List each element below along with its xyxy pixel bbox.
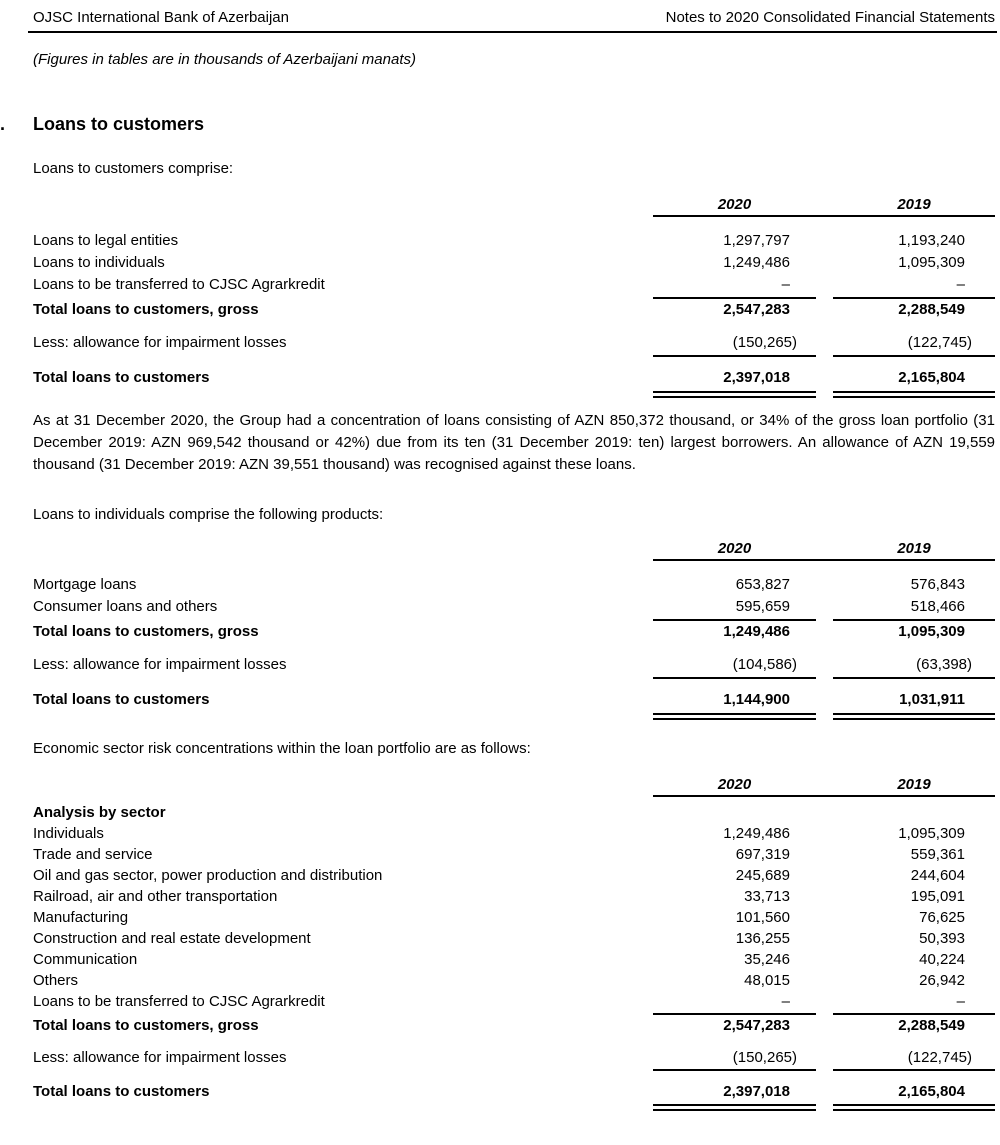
value-2020: –: [781, 276, 790, 293]
year-header-2019: 2019: [897, 776, 931, 793]
table-row: [33, 844, 995, 865]
value-2020: –: [781, 993, 790, 1010]
grand-total-rule: [33, 389, 995, 398]
value-2019: 559,361: [910, 846, 965, 863]
table1-intro: Loans to customers comprise:: [33, 160, 234, 177]
value-2020: 653,827: [735, 576, 790, 593]
table3-intro: Economic sector risk concentrations within the loan portfolio are as follows:: [33, 740, 531, 757]
row-label: Construction and real estate development: [33, 930, 311, 947]
row-label: Loans to be transferred to CJSC Agrarkredit: [33, 276, 325, 293]
value-2019: (122,745): [907, 334, 972, 351]
grand-total-rule: [33, 711, 995, 720]
table2-header-row: [33, 539, 995, 558]
value-2020: 2,397,018: [723, 369, 790, 386]
section-title: Loans to customers: [33, 114, 205, 134]
value-2020: 1,297,797: [723, 232, 790, 249]
value-2019: 76,625: [919, 909, 965, 926]
table-row-total-gross: [33, 299, 995, 321]
value-2019: 2,165,804: [898, 369, 965, 386]
row-label: Total loans to customers, gross: [33, 1017, 259, 1034]
page-header: [33, 0, 995, 27]
row-label: Analysis by sector: [33, 804, 166, 821]
table-row: [33, 970, 995, 991]
value-2019: 1,095,309: [898, 623, 965, 640]
value-2019: 576,843: [910, 576, 965, 593]
value-2020: 245,689: [735, 867, 790, 884]
table-row-total-gross: [33, 621, 995, 643]
row-label: Total loans to customers: [33, 369, 210, 386]
value-2019: (63,398): [916, 656, 972, 673]
table1-header-rule: [33, 214, 995, 217]
value-2019: 2,288,549: [898, 1017, 965, 1034]
header-divider: [28, 31, 997, 33]
document-title: Notes to 2020 Consolidated Financial Statements: [665, 9, 995, 26]
subtotal-rule: [33, 676, 995, 679]
value-2019: 244,604: [910, 867, 965, 884]
value-2020: 48,015: [744, 972, 790, 989]
value-2020: [653, 802, 816, 823]
row-label: Total loans to customers: [33, 1083, 210, 1100]
row-label: Trade and service: [33, 846, 153, 863]
table-row: [33, 907, 995, 928]
table-row-allowance: [33, 1047, 995, 1068]
row-label: Communication: [33, 951, 138, 968]
value-2019: [833, 802, 995, 823]
row-label: Loans to legal entities: [33, 232, 179, 249]
row-label: Others: [33, 972, 79, 989]
value-2019: 1,031,911: [899, 691, 965, 708]
value-2020: 1,249,486: [723, 623, 790, 640]
sector-analysis-table: [33, 775, 995, 1111]
table2-intro: Loans to individuals comprise the following products:: [33, 506, 384, 523]
table-row: [33, 823, 995, 844]
table-row: [33, 991, 995, 1012]
value-2019: –: [956, 276, 965, 293]
value-2020: (104,586): [732, 656, 797, 673]
table-row-allowance: [33, 332, 995, 354]
bank-name: OJSC International Bank of Azerbaijan: [33, 9, 289, 26]
value-2020: 2,547,283: [723, 301, 790, 318]
row-label: Consumer loans and others: [33, 598, 218, 615]
year-header-2019: 2019: [897, 540, 931, 557]
table-row: [33, 574, 995, 596]
value-2019: 2,165,804: [898, 1083, 965, 1100]
table-row-allowance: [33, 654, 995, 676]
row-label: Loans to individuals: [33, 254, 165, 271]
value-2020: 697,319: [735, 846, 790, 863]
value-2020: (150,265): [732, 1049, 797, 1066]
grand-total-rule: [33, 1102, 995, 1111]
value-2019: 1,095,309: [898, 254, 965, 271]
value-2020: 1,249,486: [723, 825, 790, 842]
loans-to-customers-table: [33, 195, 995, 398]
value-2020: 101,560: [735, 909, 790, 926]
value-2019: 2,288,549: [898, 301, 965, 318]
value-2020: (150,265): [732, 334, 797, 351]
value-2020: 1,144,900: [723, 691, 790, 708]
year-header-2019: 2019: [897, 196, 931, 213]
table-row: [33, 274, 995, 296]
table-row: [33, 886, 995, 907]
section-number: .: [0, 114, 6, 134]
value-2020: 35,246: [744, 951, 790, 968]
value-2019: 195,091: [910, 888, 965, 905]
row-label: Less: allowance for impairment losses: [33, 656, 287, 673]
value-2019: 40,224: [919, 951, 965, 968]
row-label: Less: allowance for impairment losses: [33, 1049, 287, 1066]
row-label: Oil and gas sector, power production and distribution: [33, 867, 383, 884]
table-row-group-label: [33, 802, 995, 823]
table-row-total-net: [33, 689, 995, 711]
table2-header-rule: [33, 558, 995, 561]
concentration-paragraph: As at 31 December 2020, the Group had a concentration of loans consisting of AZN 850,372 thousand, or 34% of the gross loan portfolio (31 December 2019: AZN 969,542 thousand or 42%) due from its ten (31 December 2019: ten) largest borrowers. An allowance of AZN 19,559 thousand (31 December 2019: AZN 39,551 thousand) was recognised against these loans.: [33, 412, 995, 473]
table3-header-row: [33, 775, 995, 794]
value-2019: 26,942: [919, 972, 965, 989]
row-label: Total loans to customers: [33, 691, 210, 708]
value-2019: –: [956, 993, 965, 1010]
section-heading: [0, 112, 995, 136]
figures-note: (Figures in tables are in thousands of Azerbaijani manats): [33, 51, 416, 68]
table-row: [33, 928, 995, 949]
table-row-total-gross: [33, 1015, 995, 1036]
table1-header-row: [33, 195, 995, 214]
value-2020: 595,659: [735, 598, 790, 615]
row-label: Total loans to customers, gross: [33, 623, 259, 640]
value-2019: 518,466: [910, 598, 965, 615]
table-row: [33, 230, 995, 252]
row-label: Individuals: [33, 825, 104, 842]
loans-to-individuals-table: [33, 539, 995, 720]
row-label: Loans to be transferred to CJSC Agrarkredit: [33, 993, 325, 1010]
value-2019: 50,393: [919, 930, 965, 947]
row-label: Less: allowance for impairment losses: [33, 334, 287, 351]
table-row-total-net: [33, 1081, 995, 1102]
year-header-2020: 2020: [717, 196, 752, 213]
value-2020: 136,255: [735, 930, 790, 947]
table-row: [33, 949, 995, 970]
row-label: Mortgage loans: [33, 576, 137, 593]
table-row-total-net: [33, 367, 995, 389]
row-label: Total loans to customers, gross: [33, 301, 259, 318]
value-2020: 33,713: [744, 888, 790, 905]
value-2019: (122,745): [907, 1049, 972, 1066]
table-row: [33, 596, 995, 618]
value-2020: 2,397,018: [723, 1083, 790, 1100]
table-row: [33, 865, 995, 886]
table3-header-rule: [33, 794, 995, 797]
value-2020: 1,249,486: [723, 254, 790, 271]
row-label: Railroad, air and other transportation: [33, 888, 278, 905]
subtotal-rule: [33, 1068, 995, 1071]
value-2019: 1,095,309: [898, 825, 965, 842]
value-2020: 2,547,283: [723, 1017, 790, 1034]
subtotal-rule: [33, 354, 995, 357]
year-header-2020: 2020: [717, 540, 752, 557]
value-2019: 1,193,240: [898, 232, 965, 249]
year-header-2020: 2020: [717, 776, 752, 793]
row-label: Manufacturing: [33, 909, 129, 926]
table-row: [33, 252, 995, 274]
